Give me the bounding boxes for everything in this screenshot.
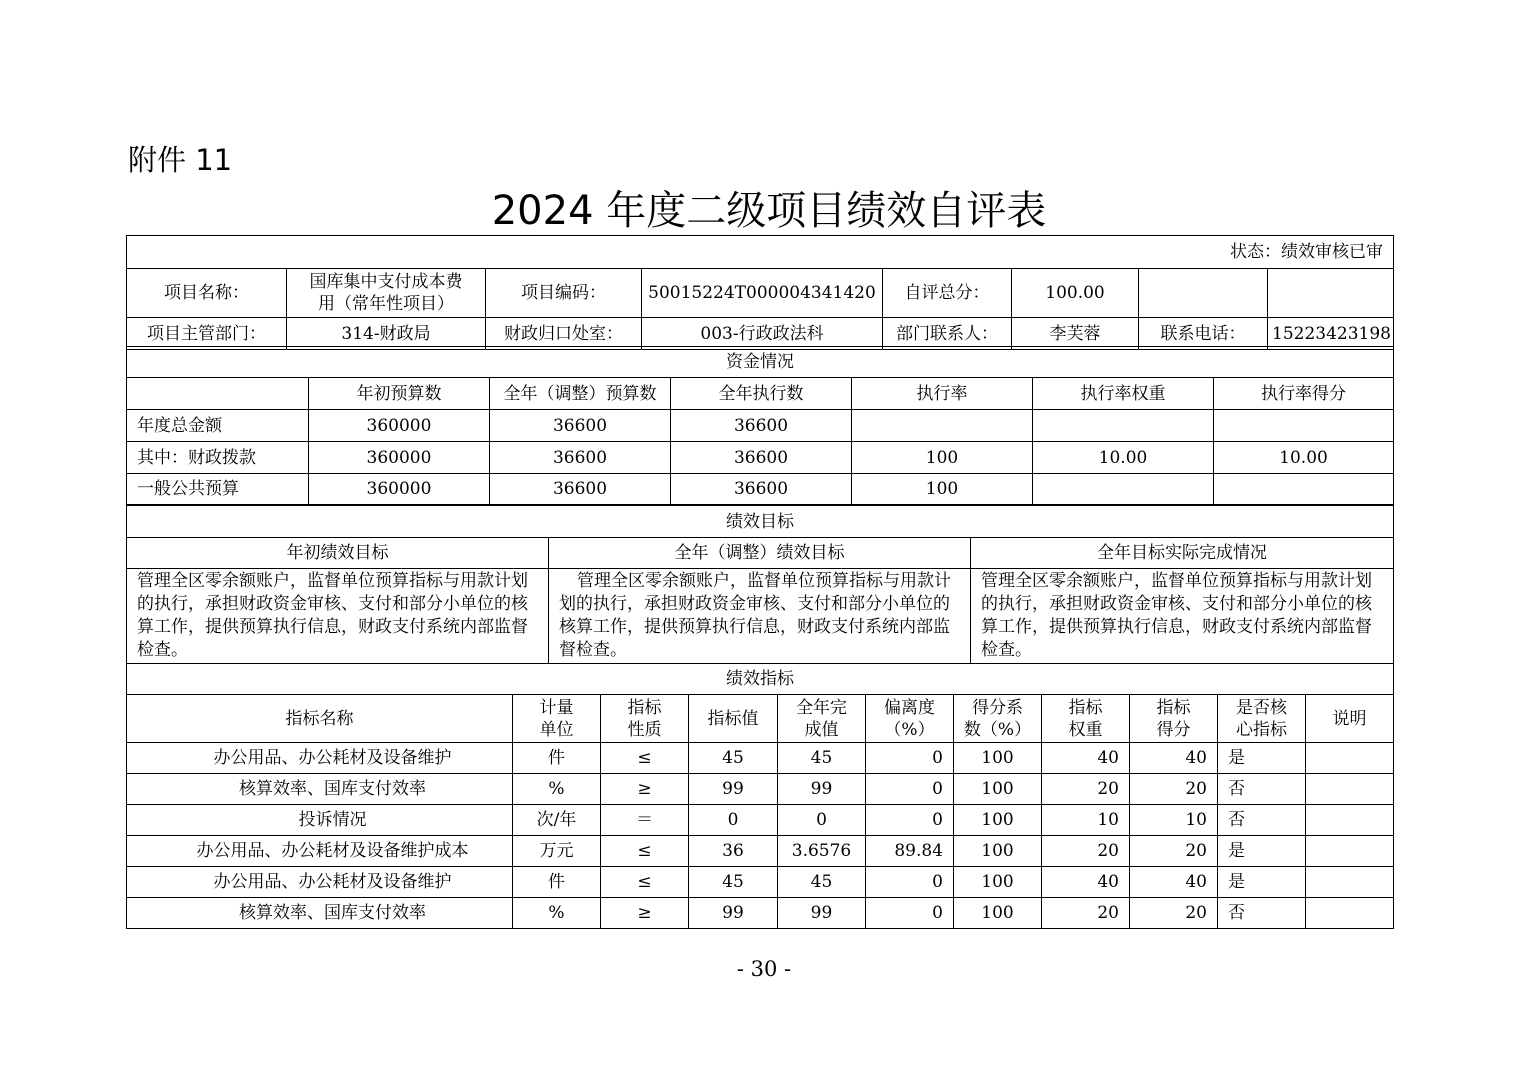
indicator-done: 0 <box>778 805 866 836</box>
indicator-value: 99 <box>689 898 778 929</box>
indicator-name: 办公用品、办公耗材及设备维护 <box>127 743 513 774</box>
indicator-done: 99 <box>778 774 866 805</box>
indicator-note <box>1306 898 1394 929</box>
empty-cell <box>1268 269 1394 318</box>
project-code-label: 项目编码： <box>486 269 642 318</box>
funds-adjusted: 36600 <box>490 474 671 505</box>
funds-initial: 360000 <box>309 442 490 474</box>
dept-label: 项目主管部门： <box>127 318 287 350</box>
indicator-score: 40 <box>1130 743 1218 774</box>
self-score-label: 自评总分： <box>883 269 1012 318</box>
indicator-unit: % <box>513 774 601 805</box>
funds-header: 执行率 <box>852 378 1033 410</box>
indicator-value: 36 <box>689 836 778 867</box>
funds-table <box>126 346 1394 505</box>
indicator-coef: 100 <box>954 743 1042 774</box>
indicator-unit: 次/年 <box>513 805 601 836</box>
project-name-label: 项目名称： <box>127 269 287 318</box>
indicator-deviation: 0 <box>866 805 954 836</box>
project-name-line1: 国库集中支付成本费 <box>309 272 463 292</box>
indicator-unit: % <box>513 898 601 929</box>
indicator-unit: 件 <box>513 743 601 774</box>
dept-value: 314-财政局 <box>287 318 486 350</box>
indicator-coef: 100 <box>954 805 1042 836</box>
initial-goal-text: 管理全区零余额账户，监督单位预算指标与用款计划的执行，承担财政资金审核、支付和部分小单位的核算工作，提供预算执行信息，财政支付系统内部监督检查。 <box>127 569 549 664</box>
funds-header: 年初预算数 <box>309 378 490 410</box>
indicator-score: 20 <box>1130 836 1218 867</box>
funds-score <box>1214 410 1394 442</box>
indicator-name: 核算效率、国库支付效率 <box>127 774 513 805</box>
indicator-weight: 20 <box>1042 898 1130 929</box>
actual-completion-text: 管理全区零余额账户，监督单位预算指标与用款计划的执行，承担财政资金审核、支付和部分小单位的核算工作，提供预算执行信息，财政支付系统内部监督检查。 <box>971 569 1394 664</box>
indicator-nature: ≤ <box>601 867 689 898</box>
indicator-row <box>127 805 1394 836</box>
funds-initial: 360000 <box>309 410 490 442</box>
goals-header: 年初绩效目标 <box>127 538 549 569</box>
indicator-value: 45 <box>689 743 778 774</box>
empty-cell <box>1139 269 1268 318</box>
funds-adjusted: 36600 <box>490 410 671 442</box>
indicator-weight: 40 <box>1042 867 1130 898</box>
indicator-score: 40 <box>1130 867 1218 898</box>
indicator-note <box>1306 836 1394 867</box>
phone-value: 15223423198 <box>1268 318 1394 350</box>
header-weight: 指标 权重 <box>1042 695 1130 743</box>
indicator-nature: ＝ <box>601 805 689 836</box>
indicator-name: 办公用品、办公耗材及设备维护成本 <box>127 836 513 867</box>
indicator-deviation: 0 <box>866 867 954 898</box>
funds-executed: 36600 <box>671 442 852 474</box>
indicator-value: 99 <box>689 774 778 805</box>
indicator-core: 否 <box>1218 805 1306 836</box>
funds-adjusted: 36600 <box>490 442 671 474</box>
indicator-score: 20 <box>1130 898 1218 929</box>
indicator-name: 办公用品、办公耗材及设备维护 <box>127 867 513 898</box>
page-number <box>0 954 1520 984</box>
indicator-score: 20 <box>1130 774 1218 805</box>
indicator-weight: 40 <box>1042 743 1130 774</box>
goals-header: 全年（调整）绩效目标 <box>549 538 971 569</box>
indicator-core: 是 <box>1218 836 1306 867</box>
indicators-header-row <box>127 695 1394 743</box>
header-deviation: 偏离度 （%） <box>866 695 954 743</box>
indicator-weight: 20 <box>1042 836 1130 867</box>
indicator-deviation: 0 <box>866 743 954 774</box>
contact-label: 部门联系人： <box>883 318 1012 350</box>
indicator-note <box>1306 743 1394 774</box>
indicator-name: 核算效率、国库支付效率 <box>127 898 513 929</box>
indicator-core: 是 <box>1218 867 1306 898</box>
indicators-body <box>127 743 1394 929</box>
indicator-note <box>1306 867 1394 898</box>
header-core: 是否核 心指标 <box>1218 695 1306 743</box>
indicator-nature: ≤ <box>601 743 689 774</box>
header-unit: 计量 单位 <box>513 695 601 743</box>
indicator-deviation: 0 <box>866 774 954 805</box>
goals-section-title: 绩效目标 <box>127 506 1394 538</box>
funds-row <box>127 442 1394 474</box>
project-info-table <box>126 235 1394 350</box>
funds-header: 执行率得分 <box>1214 378 1394 410</box>
indicator-row <box>127 836 1394 867</box>
indicator-row <box>127 898 1394 929</box>
header-coef: 得分系 数（%） <box>954 695 1042 743</box>
indicator-deviation: 0 <box>866 898 954 929</box>
funds-header: 全年执行数 <box>671 378 852 410</box>
indicators-table <box>126 663 1394 929</box>
status-text: 状态：绩效审核已审 <box>127 236 1394 269</box>
indicator-unit: 件 <box>513 867 601 898</box>
goals-header: 全年目标实际完成情况 <box>971 538 1394 569</box>
funds-section-title: 资金情况 <box>127 347 1394 378</box>
funds-row-label: 年度总金额 <box>127 410 309 442</box>
office-label: 财政归口处室： <box>486 318 642 350</box>
funds-row-label: 一般公共预算 <box>127 474 309 505</box>
funds-weight <box>1033 474 1214 505</box>
indicator-row <box>127 774 1394 805</box>
indicator-value: 0 <box>689 805 778 836</box>
funds-rate: 100 <box>852 442 1033 474</box>
header-nature: 指标 性质 <box>601 695 689 743</box>
goals-table <box>126 505 1394 664</box>
funds-row <box>127 410 1394 442</box>
indicator-score: 10 <box>1130 805 1218 836</box>
indicator-row <box>127 743 1394 774</box>
funds-executed: 36600 <box>671 474 852 505</box>
funds-header: 执行率权重 <box>1033 378 1214 410</box>
funds-row <box>127 474 1394 505</box>
header-value: 指标值 <box>689 695 778 743</box>
funds-weight <box>1033 410 1214 442</box>
indicator-weight: 20 <box>1042 774 1130 805</box>
funds-initial: 360000 <box>309 474 490 505</box>
indicator-nature: ≥ <box>601 898 689 929</box>
funds-rate <box>852 410 1033 442</box>
adjusted-goal-text: 管理全区零余额账户，监督单位预算指标与用款计划的执行，承担财政资金审核、支付和部分小单位的核算工作，提供预算执行信息，财政支付系统内部监督检查。 <box>549 569 971 664</box>
attachment-label: 附件 11 <box>128 143 233 177</box>
project-name-line2: 用（常年性项目） <box>318 294 454 314</box>
indicator-note <box>1306 805 1394 836</box>
indicator-done: 45 <box>778 867 866 898</box>
indicator-coef: 100 <box>954 836 1042 867</box>
indicator-done: 45 <box>778 743 866 774</box>
indicator-nature: ≥ <box>601 774 689 805</box>
indicator-core: 否 <box>1218 774 1306 805</box>
indicator-coef: 100 <box>954 898 1042 929</box>
contact-value: 李芙蓉 <box>1012 318 1139 350</box>
indicator-coef: 100 <box>954 867 1042 898</box>
indicator-value: 45 <box>689 867 778 898</box>
funds-header-empty <box>127 378 309 410</box>
self-score-value: 100.00 <box>1012 269 1139 318</box>
funds-score <box>1214 474 1394 505</box>
indicator-core: 是 <box>1218 743 1306 774</box>
header-done: 全年完 成值 <box>778 695 866 743</box>
indicator-nature: ≤ <box>601 836 689 867</box>
funds-executed: 36600 <box>671 410 852 442</box>
project-name-value <box>287 269 486 318</box>
funds-score: 10.00 <box>1214 442 1394 474</box>
header-note: 说明 <box>1306 695 1394 743</box>
indicators-section-title: 绩效指标 <box>127 664 1394 695</box>
indicator-unit: 万元 <box>513 836 601 867</box>
office-value: 003-行政政法科 <box>642 318 883 350</box>
page-number-text: - 30 - <box>736 957 792 981</box>
indicator-core: 否 <box>1218 898 1306 929</box>
indicator-done: 99 <box>778 898 866 929</box>
project-code-value: 50015224T000004341420 <box>642 269 883 318</box>
indicator-weight: 10 <box>1042 805 1130 836</box>
header-indicator-name: 指标名称 <box>127 695 513 743</box>
header-score: 指标 得分 <box>1130 695 1218 743</box>
indicator-row <box>127 867 1394 898</box>
funds-header: 全年（调整）预算数 <box>490 378 671 410</box>
indicator-name: 投诉情况 <box>127 805 513 836</box>
funds-rate: 100 <box>852 474 1033 505</box>
page-title: 2024 年度二级项目绩效自评表 <box>491 188 1047 234</box>
funds-weight: 10.00 <box>1033 442 1214 474</box>
indicator-done: 3.6576 <box>778 836 866 867</box>
phone-label: 联系电话： <box>1139 318 1268 350</box>
indicator-note <box>1306 774 1394 805</box>
indicator-deviation: 89.84 <box>866 836 954 867</box>
funds-row-label: 其中：财政拨款 <box>127 442 309 474</box>
indicator-coef: 100 <box>954 774 1042 805</box>
